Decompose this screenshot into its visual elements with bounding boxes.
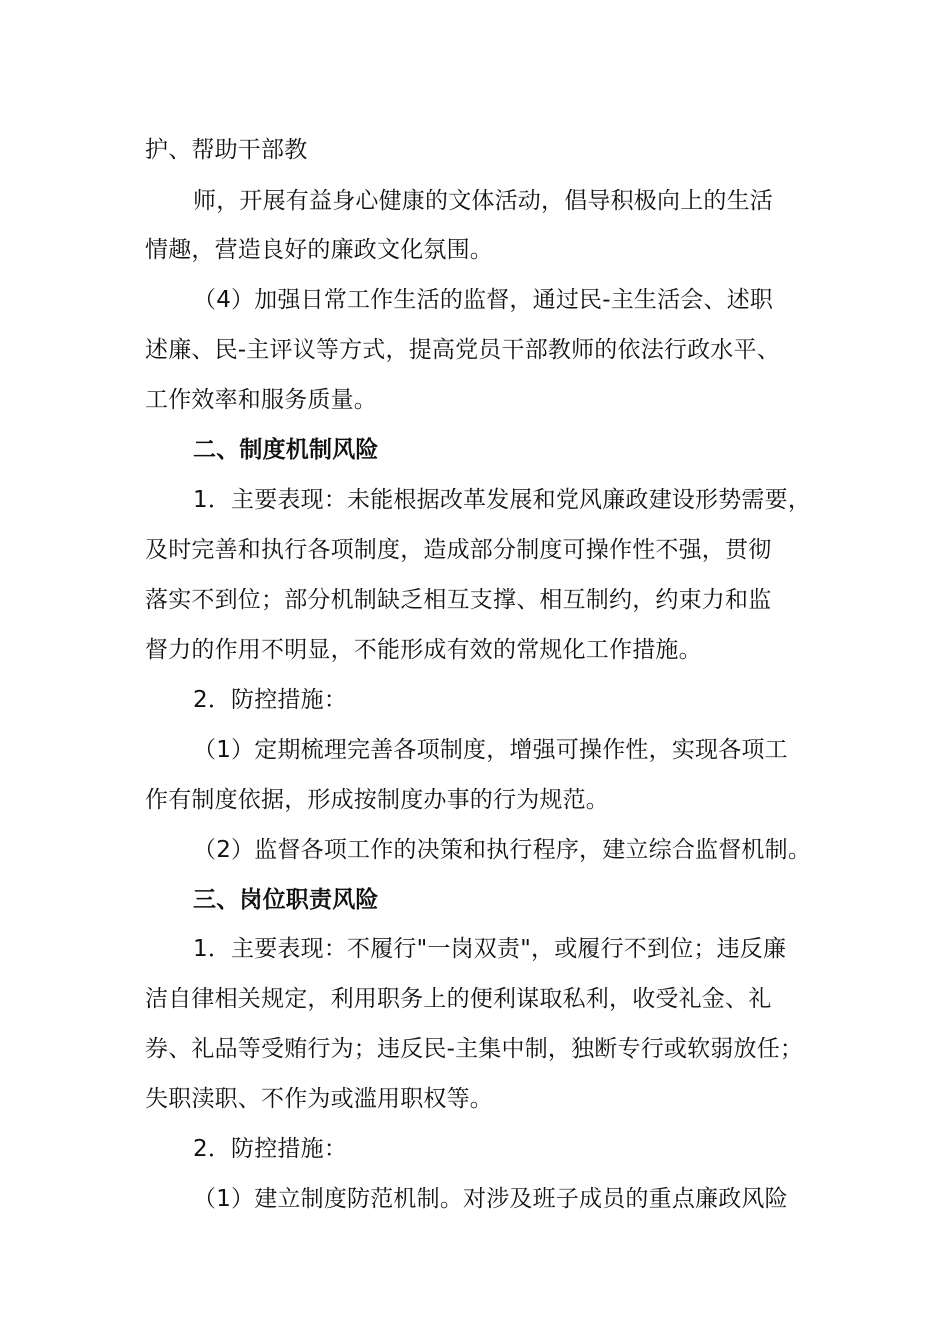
text-line: 述廉、民-主评议等方式，提高党员干部教师的依法行政水平、 [145,337,780,363]
section-heading: 三、岗位职责风险 [193,887,379,913]
text-line: 及时完善和执行各项制度，造成部分制度可操作性不强，贯彻 [145,537,772,563]
text-line: 落实不到位；部分机制缺乏相互支撑、相互制约，约束力和监 [145,587,772,613]
text-line: 1．主要表现：未能根据改革发展和党风廉政建设形势需要， [193,487,812,513]
text-line: （4）加强日常工作生活的监督，通过民-主生活会、述职 [193,287,774,313]
text-line: 2．防控措施： [193,1136,348,1162]
text-line: 护、帮助干部教 [145,137,308,163]
text-line: 失职渎职、不作为或滥用职权等。 [145,1086,493,1112]
section-heading: 二、制度机制风险 [193,437,379,463]
text-line: （1）建立制度防范机制。对涉及班子成员的重点廉政风险 [193,1186,788,1212]
text-line: 2．防控措施： [193,687,348,713]
text-line: （2）监督各项工作的决策和执行程序，建立综合监督机制。 [193,837,812,863]
text-line: 1．主要表现：不履行"一岗双责"，或履行不到位；违反廉 [193,936,787,962]
text-line: 情趣，营造良好的廉政文化氛围。 [145,237,493,263]
text-line: 洁自律相关规定，利用职务上的便利谋取私利，收受礼金、礼 [145,986,772,1012]
text-line: 作有制度依据，形成按制度办事的行为规范。 [145,787,609,813]
text-line: （1）定期梳理完善各项制度，增强可操作性，实现各项工 [193,737,788,763]
text-line: 师，开展有益身心健康的文体活动，倡导积极向上的生活 [193,188,773,214]
text-line: 工作效率和服务质量。 [145,387,377,413]
text-line: 督力的作用不明显，不能形成有效的常规化工作措施。 [145,637,702,663]
text-line: 券、礼品等受贿行为；违反民-主集中制，独断专行或软弱放任； [145,1036,804,1062]
